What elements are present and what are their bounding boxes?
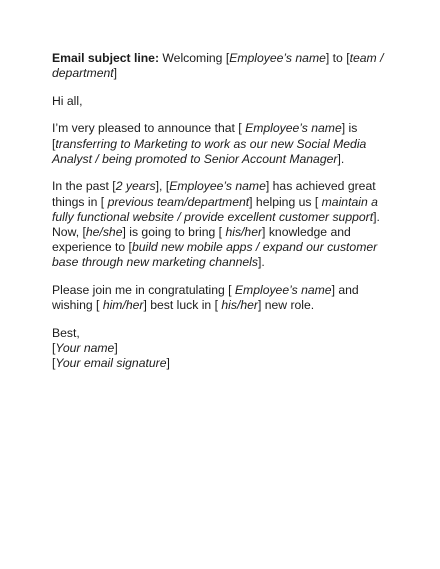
placeholder-achievement: maintain a fully functional website / provide excellent customer support	[52, 194, 378, 224]
placeholder-possessive: his/her	[221, 298, 258, 313]
body-text: ].	[337, 151, 345, 166]
body-text: ] is [	[52, 121, 358, 151]
bracket: [	[52, 356, 56, 371]
greeting: Hi all,	[52, 93, 83, 108]
subject-line	[52, 51, 402, 81]
placeholder-role-change: transferring to Marketing to work as our new Social Media Analyst / being promoted to Senior Account Manager	[52, 136, 367, 166]
body-text: ] helping us [	[249, 194, 322, 209]
your-name-line	[52, 341, 402, 356]
subject-text: ] to [	[325, 51, 350, 65]
body-text: ]. Now, [	[52, 209, 380, 239]
body-text: In the past [	[52, 179, 116, 194]
placeholder-your-name: Your name	[55, 341, 115, 355]
signature-line	[52, 356, 402, 371]
body-text: ], [	[155, 179, 170, 194]
subject-label: Email subject line:	[52, 51, 160, 65]
body-text: ] is going to bring [	[122, 225, 226, 239]
bracket: [	[52, 341, 56, 355]
placeholder-goal: build new mobile apps / expand our customer base through new marketing channels	[52, 240, 378, 270]
placeholder-pronoun: he/she	[85, 225, 123, 239]
body-text: ] has achieved great things in [	[52, 179, 376, 209]
placeholder-possessive: his/her	[225, 225, 263, 239]
body-text: Please join me in congratulating [	[52, 283, 235, 297]
bracket: ]	[166, 356, 170, 371]
body-text: ].	[257, 255, 265, 270]
body-text: ] knowledge and experience to [	[52, 225, 351, 255]
sign-off: Best,	[52, 325, 80, 340]
body-text: ] best luck in [	[143, 298, 222, 313]
placeholder-previous-team: previous team/department	[107, 194, 250, 209]
body-text: ] new role.	[257, 298, 315, 313]
subject-text: Welcoming [	[159, 51, 230, 65]
announcement-paragraph	[52, 121, 402, 167]
bracket: ]	[114, 341, 118, 355]
body-text: I’m very pleased to announce that [	[52, 121, 246, 136]
email-template	[52, 51, 402, 371]
placeholder-employee-name: Employee’s name	[169, 179, 266, 194]
placeholder-team: team / department	[52, 51, 384, 81]
placeholder-employee-name: Employee’s name	[229, 51, 326, 65]
placeholder-years: 2 years	[115, 179, 156, 194]
subject-text: ]	[113, 66, 118, 81]
congratulations-paragraph	[52, 283, 402, 313]
body-text: ] and wishing [	[52, 283, 359, 313]
achievements-paragraph	[52, 179, 402, 270]
placeholder-employee-name: Employee’s name	[245, 121, 342, 136]
placeholder-employee-name: Employee’s name	[234, 283, 332, 297]
placeholder-objective-pronoun: him/her	[102, 298, 144, 313]
placeholder-email-signature: Your email signature	[55, 356, 167, 371]
